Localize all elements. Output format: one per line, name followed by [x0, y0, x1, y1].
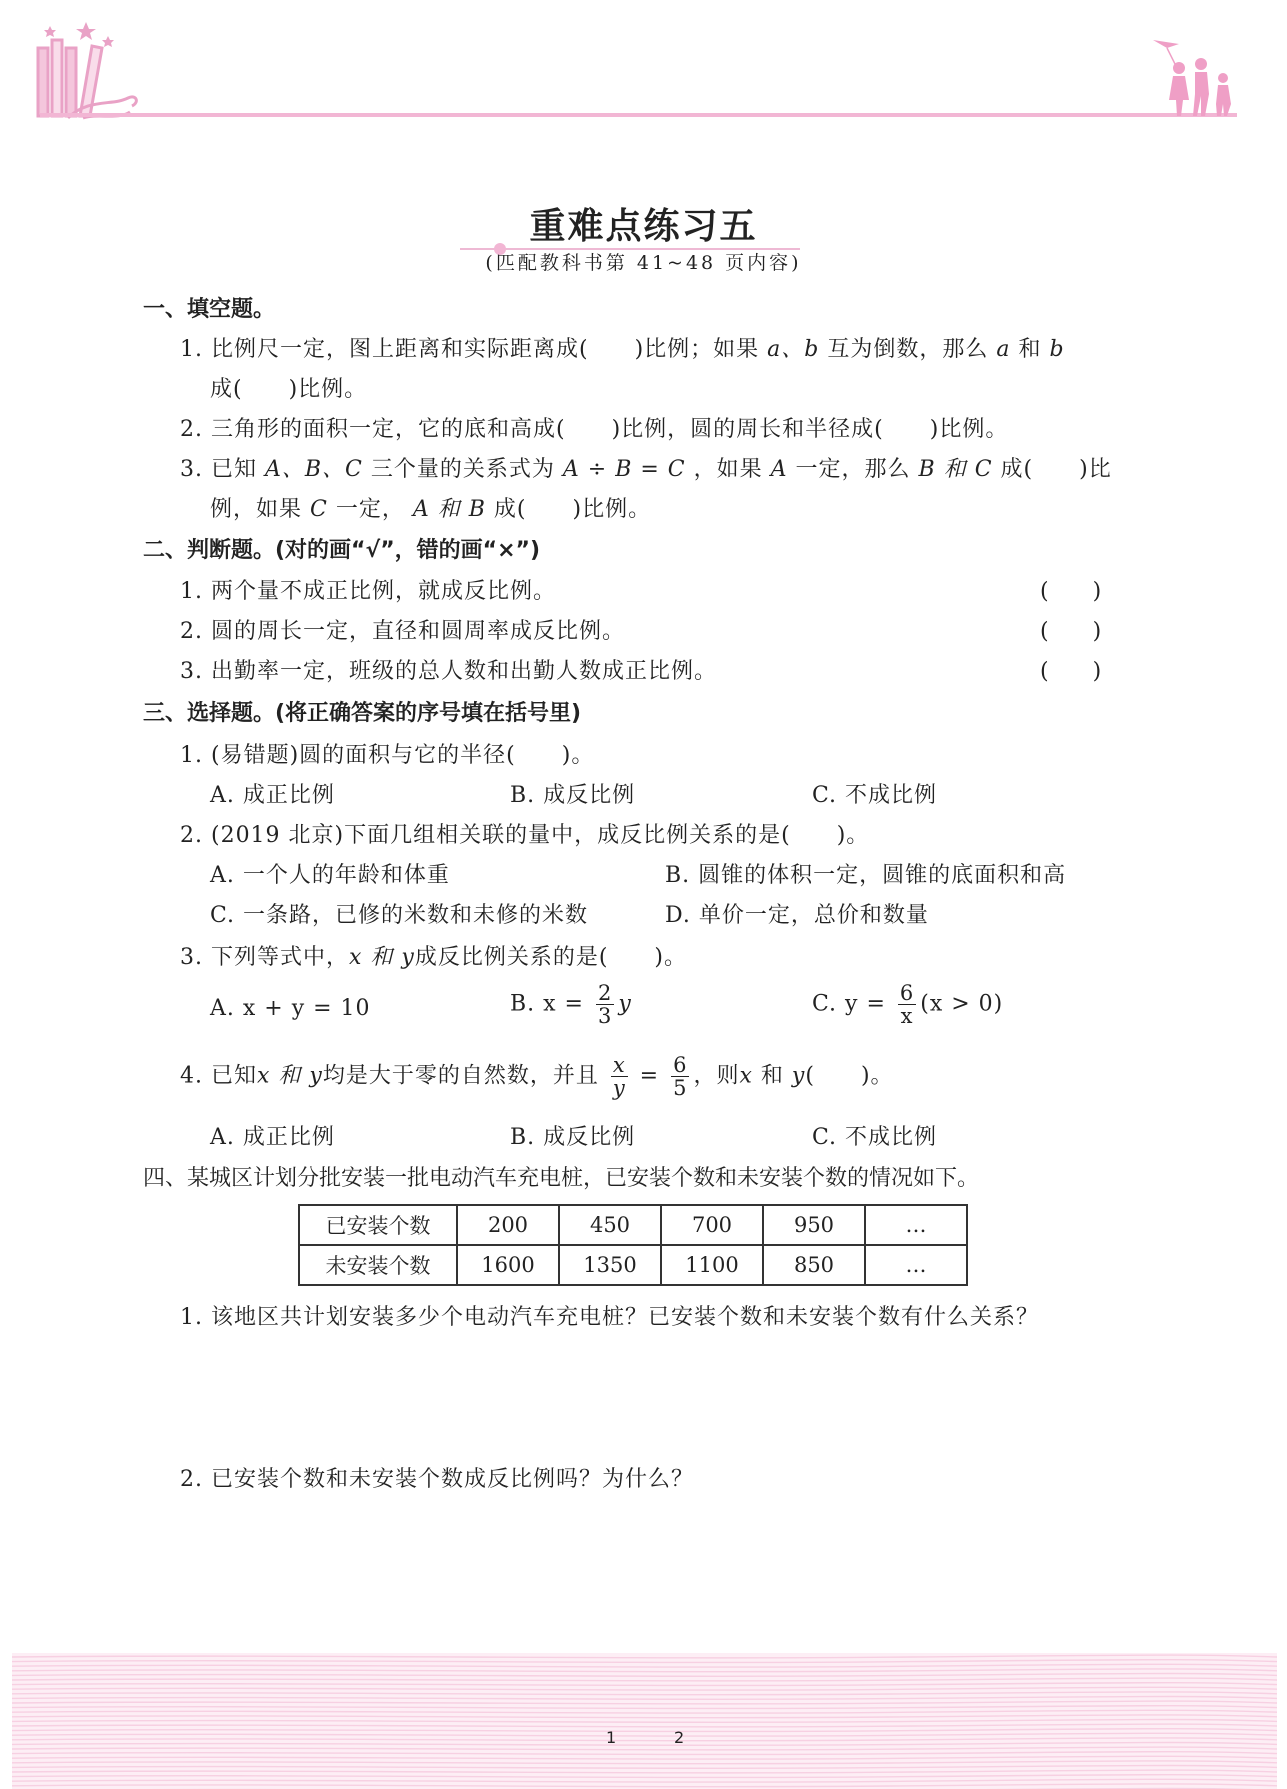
answer-paren-s2-q2[interactable]: ( )	[1040, 619, 1102, 644]
option-s3-q1-c[interactable]: C. 不成比例	[812, 783, 938, 808]
table-cell: 未安装个数	[299, 1245, 457, 1285]
table-cell: 1600	[457, 1245, 559, 1285]
table-row	[299, 1205, 967, 1245]
question-s3-q4: 4. 已知x 和 y均是大于零的自然数，并且 $\frac{x}{y}$ = $\frac{6}{5}$ ，则x 和 y( )。	[180, 1053, 894, 1101]
question-s4-q2: 2. 已安装个数和未安装个数成反比例吗？为什么？	[180, 1467, 694, 1492]
answer-paren-s2-q1[interactable]: ( )	[1040, 579, 1102, 604]
section-heading-multiple-choice: 三、选择题。(将正确答案的序号填在括号里)	[143, 701, 582, 726]
fraction-x-over-y: $\frac{x}{y}$	[612, 1053, 626, 1101]
question-s3-q1: 1. (易错题)圆的面积与它的半径( )。	[180, 743, 595, 768]
question-s1-q3-cont: 例，如果 C 一定， A 和 B 成( )比例。	[210, 497, 652, 522]
option-s3-q2-d[interactable]: D. 单价一定，总价和数量	[665, 903, 929, 928]
option-s3-q4-a[interactable]: A. 成正比例	[210, 1125, 335, 1150]
option-s3-q2-c[interactable]: C. 一条路，已修的米数和未修的米数	[210, 903, 589, 928]
table-cell: 450	[559, 1205, 661, 1245]
table-cell: 200	[457, 1205, 559, 1245]
question-s1-q3: 3. 已知 A、B、C 三个量的关系式为 A ÷ B = C ，如果 A 一定，那么 B 和 C 成( )比	[180, 457, 1112, 482]
table-cell: 850	[763, 1245, 865, 1285]
option-s3-q4-c[interactable]: C. 不成比例	[812, 1125, 938, 1150]
section-heading-application: 四、某城区计划分批安装一批电动汽车充电桩，已安装个数和未安装个数的情况如下。	[143, 1166, 980, 1191]
children-kite-silhouette	[1149, 38, 1239, 118]
table-cell: …	[865, 1245, 967, 1285]
table-cell: 已安装个数	[299, 1205, 457, 1245]
option-s3-q3-a[interactable]: A. x + y = 10	[210, 996, 371, 1021]
question-s1-q2: 2. 三角形的面积一定，它的底和高成( )比例，圆的周长和半径成( )比例。	[180, 417, 1009, 442]
option-s3-q1-a[interactable]: A. 成正比例	[210, 783, 335, 808]
option-s3-q2-a[interactable]: A. 一个人的年龄和体重	[210, 863, 450, 888]
question-s2-q3: 3. 出勤率一定，班级的总人数和出勤人数成正比例。	[180, 659, 717, 684]
fraction-six-fifths: $\frac{6}{5}$	[673, 1053, 688, 1101]
option-s3-q1-b[interactable]: B. 成反比例	[510, 783, 636, 808]
option-s3-q2-b[interactable]: B. 圆锥的体积一定，圆锥的底面积和高	[665, 863, 1067, 888]
table-cell: 950	[763, 1205, 865, 1245]
table-cell: 1100	[661, 1245, 763, 1285]
page-subtitle: (匹配教科书第 41~48 页内容)	[485, 252, 802, 274]
option-s3-q3-c[interactable]: C. y = $\frac{6}{x}$ (x > 0)	[812, 981, 1004, 1029]
fraction-two-thirds: $\frac{2}{3}$	[598, 981, 613, 1029]
question-s1-q1: 1. 比例尺一定，图上距离和实际距离成( )比例；如果 a、b 互为倒数，那么 a 和 b	[180, 337, 1065, 362]
option-s3-q3-b[interactable]: B. x = $\frac{2}{3}$ y	[510, 981, 632, 1029]
page-number-left: 1	[606, 1728, 617, 1747]
question-s3-q2: 2. (2019 北京)下面几组相关联的量中，成反比例关系的是( )。	[180, 823, 870, 848]
question-s4-q1: 1. 该地区共计划安装多少个电动汽车充电桩？已安装个数和未安装个数有什么关系？	[180, 1305, 1039, 1330]
option-s3-q4-b[interactable]: B. 成反比例	[510, 1125, 636, 1150]
charging-pile-table	[298, 1204, 968, 1286]
table-cell: 1350	[559, 1245, 661, 1285]
page-number-right: 2	[674, 1728, 685, 1747]
table-cell: 700	[661, 1205, 763, 1245]
question-s2-q2: 2. 圆的周长一定，直径和圆周率成反比例。	[180, 619, 625, 644]
section-heading-fill-blank: 一、填空题。	[143, 297, 276, 322]
header-rule	[40, 113, 1237, 117]
table-row	[299, 1245, 967, 1285]
answer-paren-s2-q3[interactable]: ( )	[1040, 659, 1102, 684]
page-title: 重难点练习五	[529, 206, 758, 247]
question-s2-q1: 1. 两个量不成正比例，就成反比例。	[180, 579, 556, 604]
question-s3-q3: 3. 下列等式中，x 和 y成反比例关系的是( )。	[180, 945, 687, 970]
section-heading-true-false: 二、判断题。(对的画“√”，错的画“×”)	[143, 538, 541, 563]
footer-wave-pattern	[12, 1653, 1277, 1789]
question-s1-q1-cont: 成( )比例。	[210, 377, 368, 402]
fraction-six-over-x: $\frac{6}{x}$	[899, 981, 915, 1029]
table-cell: …	[865, 1205, 967, 1245]
